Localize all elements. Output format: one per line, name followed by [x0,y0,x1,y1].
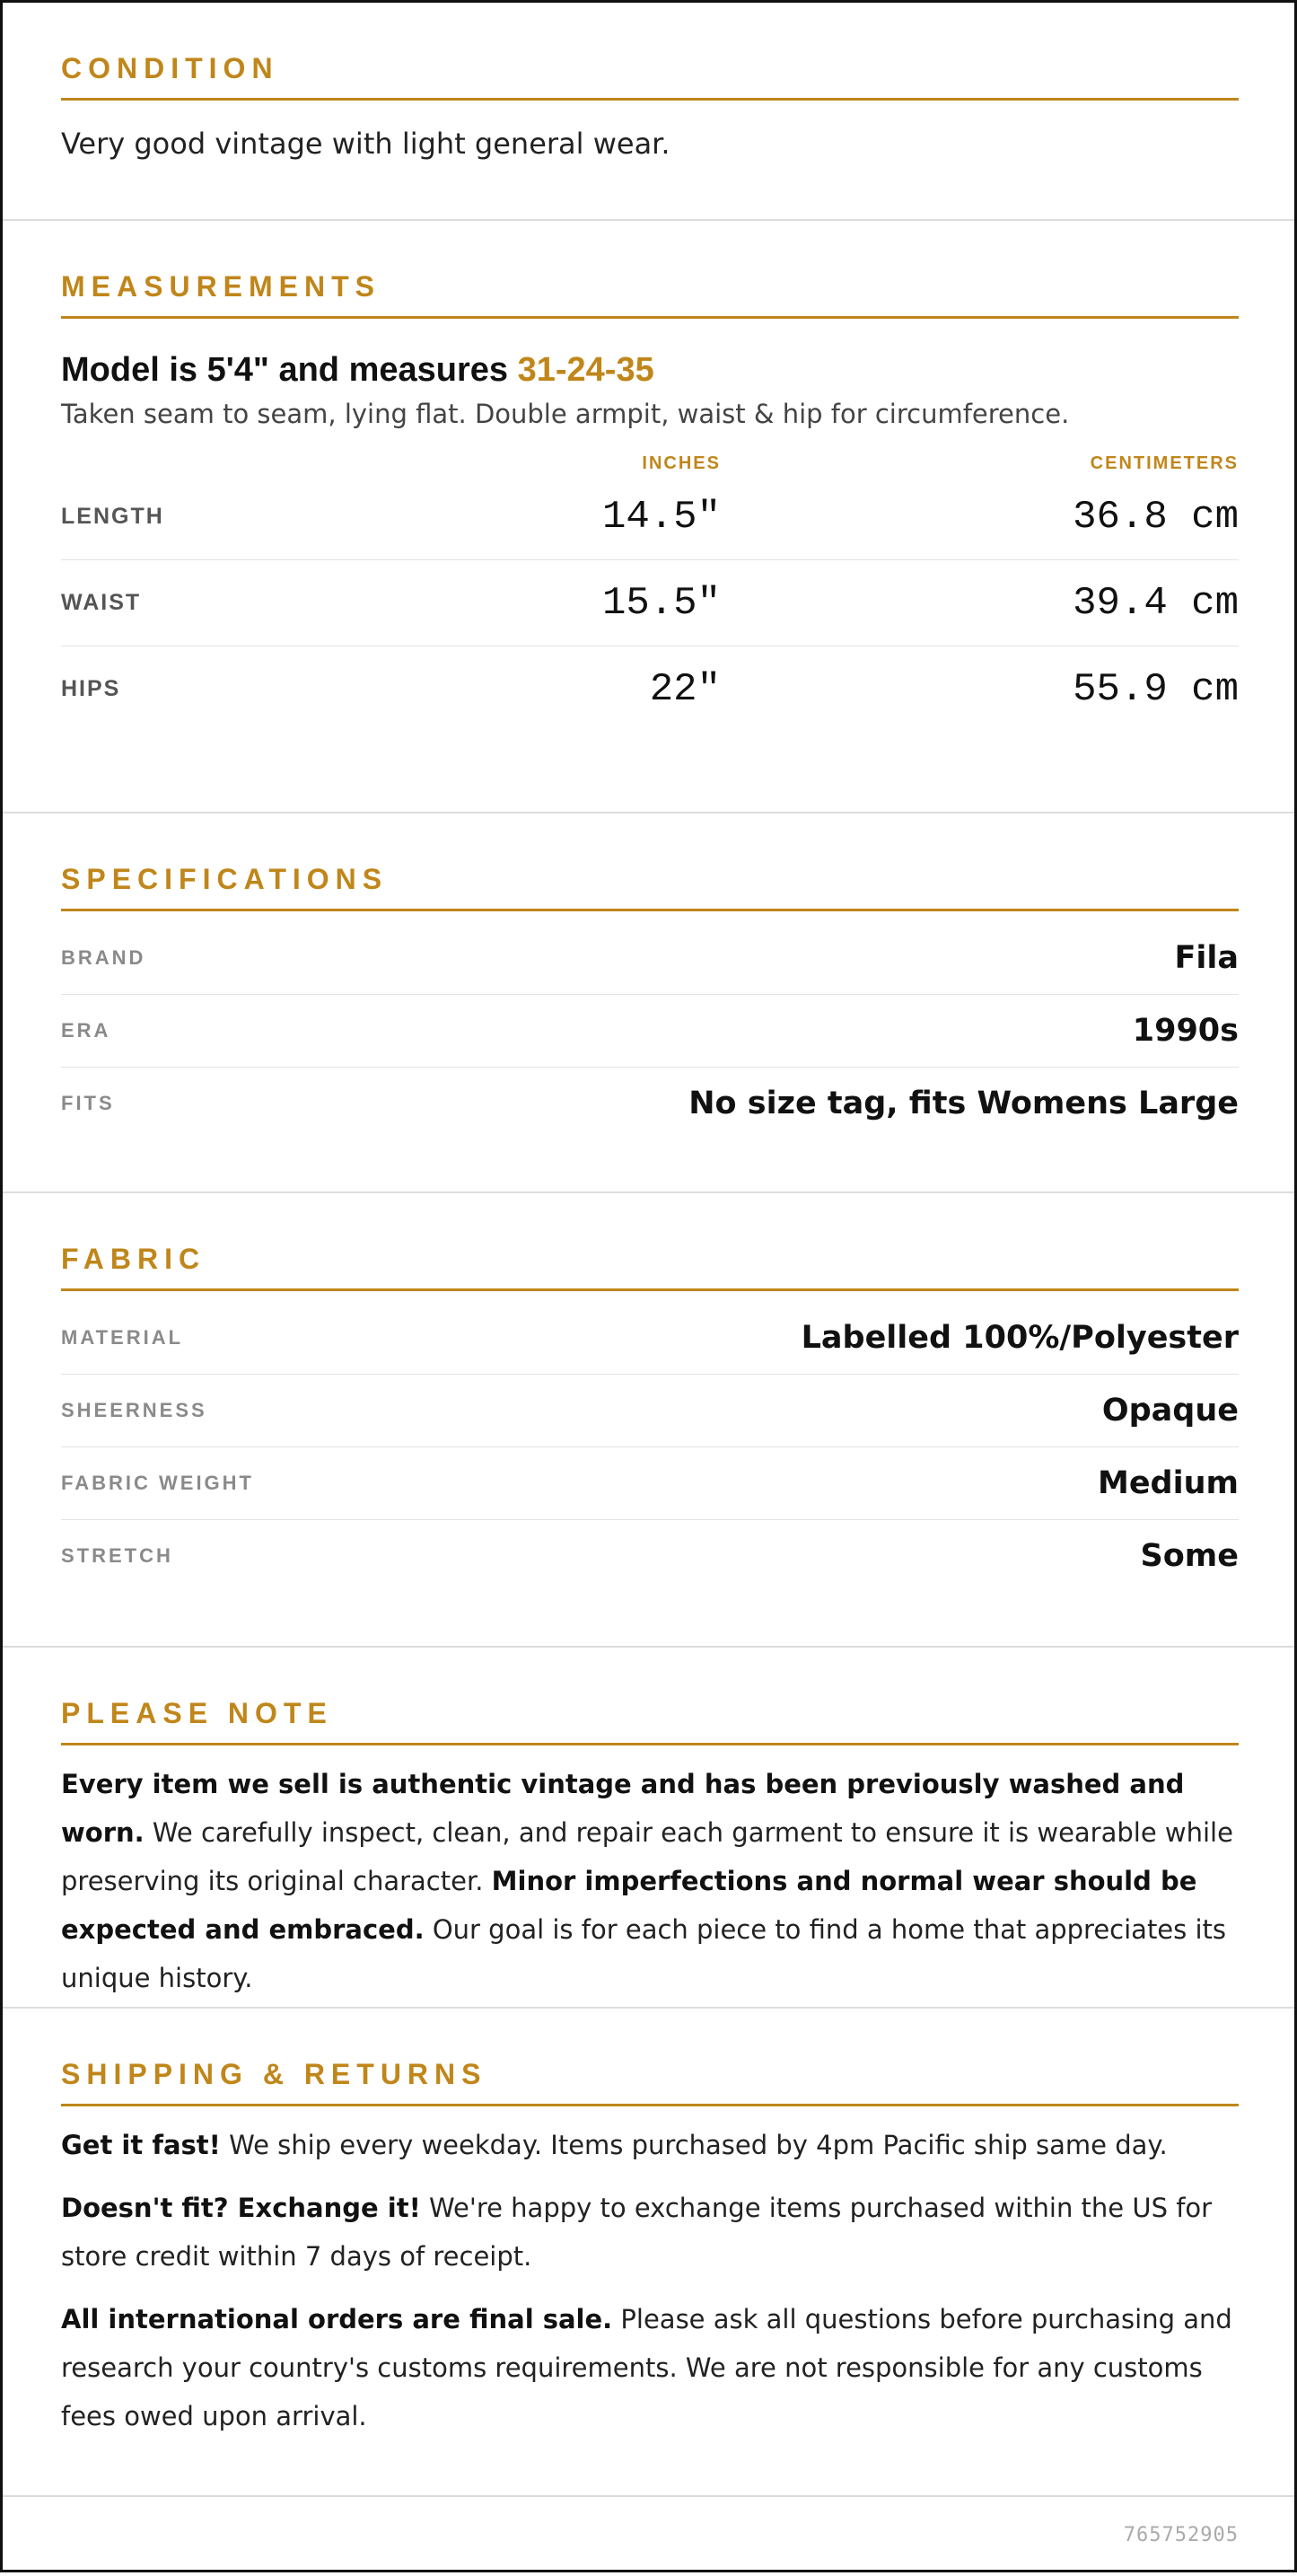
spec-key: BRAND [61,946,146,969]
shipping-bold-3: All international orders are final sale. [61,2304,613,2334]
spec-key: ERA [61,1019,111,1042]
measurements-heading: MEASUREMENTS [61,270,1239,319]
measurement-inches: 22" [649,666,721,712]
measurement-inches: 15.5" [601,580,721,626]
inches-column-header: INCHES [642,453,721,473]
note-text-2: Our goal is for each piece to find a home that appreciates its unique history. [61,1914,1227,1993]
fabric-key: FABRIC WEIGHT [61,1472,254,1494]
shipping-paragraph-3 [61,2295,1239,2440]
fabric-row-weight [61,1447,1239,1520]
shipping-heading: SHIPPING & RETURNS [61,2058,1239,2106]
fabric-row-sheerness [61,1375,1239,1447]
specifications-section [3,813,1294,1193]
condition-text: Very good vintage with light general wear. [61,127,670,161]
shipping-text-2: We're happy to exchange items purchased within the US for store credit within 7 days of receipt. [61,2193,1213,2272]
shipping-paragraph-2 [61,2184,1239,2281]
measurement-row-length [61,474,1239,560]
spec-key: FITS [61,1092,115,1114]
fabric-section [3,1193,1294,1648]
product-code: 765752905 [1123,2524,1239,2546]
please-note-heading: PLEASE NOTE [61,1697,1239,1745]
model-measurements [61,351,1239,390]
centimeters-column-header: CENTIMETERS [1090,453,1239,473]
measurement-inches: 14.5" [601,494,721,540]
measurement-cm: 55.9 cm [1073,666,1239,712]
measurements-table [61,429,1239,732]
shipping-text-3: Please ask all questions before purchasing and research your country's customs requirements. We are not responsible for any customs fees owed upon arrival. [61,2304,1232,2431]
note-text-1: We carefully inspect, clean, and repair each garment to ensure it is wearable while preserving its original character. [61,1817,1233,1896]
fabric-row-stretch [61,1520,1239,1592]
model-measures-value: 31-24-35 [517,351,654,389]
fabric-value: Medium [1097,1465,1239,1501]
measurement-label: LENGTH [61,504,164,529]
measurements-section [3,221,1294,813]
shipping-bold-1: Get it fast! [61,2130,221,2160]
shipping-text-1: We ship every weekday. Items purchased by 4pm Pacific ship same day. [220,2130,1168,2160]
model-prefix: Model is 5'4" and measures [61,351,518,389]
footer [3,2497,1294,2576]
fabric-heading: FABRIC [61,1243,1239,1291]
fabric-key: STRETCH [61,1544,173,1567]
measurements-subtitle: Taken seam to seam, lying flat. Double armpit, waist & hip for circumference. [61,399,1070,429]
spec-row-brand [61,922,1239,995]
measurements-table-header [61,429,1239,474]
fabric-key: MATERIAL [61,1326,184,1349]
spec-value: Fila [1174,940,1239,976]
spec-value: 1990s [1132,1013,1239,1049]
measurement-label: HIPS [61,676,121,701]
measurement-row-hips [61,646,1239,732]
spec-row-era [61,995,1239,1068]
fabric-value: Some [1140,1538,1239,1574]
shipping-paragraph-1 [61,2121,1239,2169]
spec-row-fits [61,1068,1239,1139]
note-bold-1: Every item we sell is authentic vintage and has been previously washed and worn. [61,1769,1185,1848]
shipping-bold-2: Doesn't fit? Exchange it! [61,2193,421,2223]
shipping-section [3,2009,1294,2497]
specifications-heading: SPECIFICATIONS [61,863,1239,911]
condition-section [3,3,1294,221]
measurement-label: WAIST [61,590,142,615]
please-note-text [61,1760,1239,2002]
measurement-cm: 36.8 cm [1073,494,1239,540]
measurement-row-waist [61,560,1239,646]
fabric-value: Labelled 100%/Polyester [801,1320,1239,1356]
please-note-section [3,1648,1294,2009]
measurement-cm: 39.4 cm [1073,580,1239,626]
fabric-row-material [61,1302,1239,1375]
condition-heading: CONDITION [61,52,1239,101]
fabric-value: Opaque [1101,1393,1239,1429]
fabric-key: SHEERNESS [61,1399,207,1421]
spec-value: No size tag, fits Womens Large [688,1086,1239,1121]
note-bold-2: Minor imperfections and normal wear should be expected and embraced. [61,1866,1197,1945]
